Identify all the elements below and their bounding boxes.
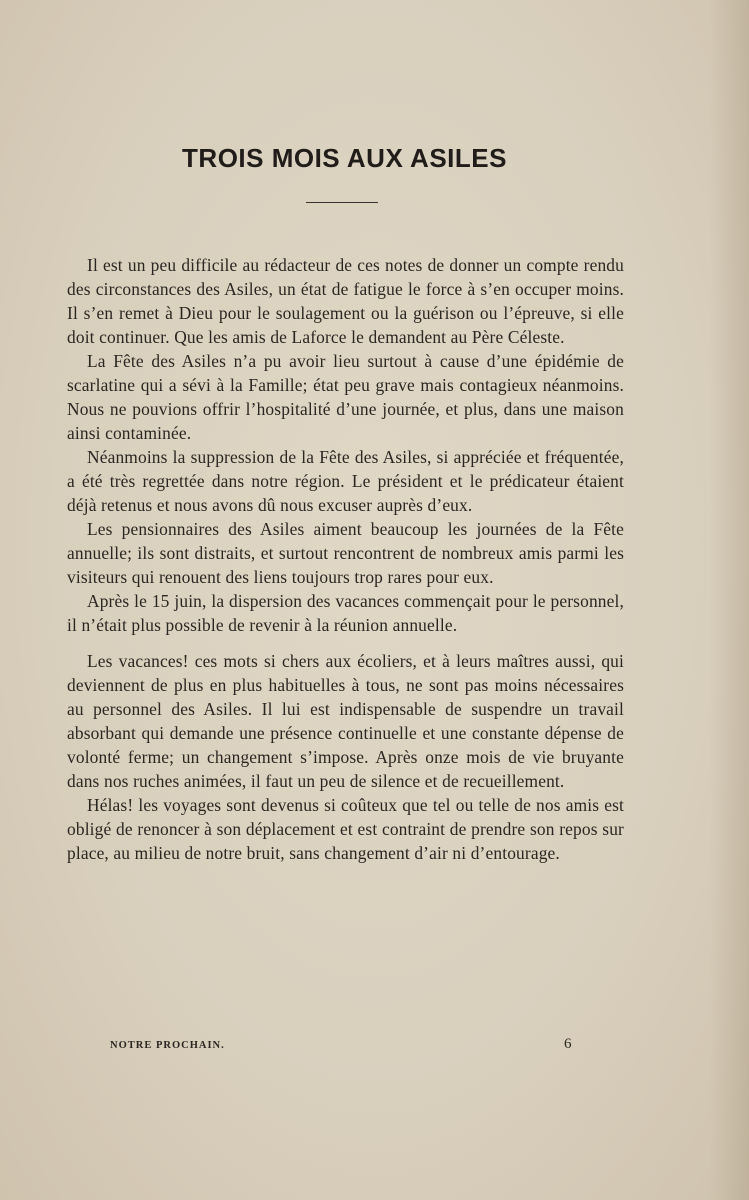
- paragraph-7: Hélas! les voyages sont devenus si coûteux que tel ou telle de nos amis est obligé de renoncer à son déplacement et est contraint de prendre son repos sur place, au milieu de notre bruit, sans changement d’air ni d’entourage.: [67, 795, 624, 863]
- footer-publication: NOTRE PROCHAIN.: [110, 1040, 225, 1051]
- paragraph-6: Les vacances! ces mots si chers aux écoliers, et à leurs maîtres aussi, qui deviennent de plus en plus habituelles à tous, ne sont pas moins nécessaires au personnel des Asiles. Il lui est indispensable de suspendre un travail absorbant qui demande une présence continuelle et une constante dépense de volonté ferme; un changement s’impose. Après onze mois de vie bruyante dans nos ruches animées, il faut un peu de silence et de recueillement.: [67, 651, 624, 791]
- paragraph-3: Néanmoins la suppression de la Fête des Asiles, si appréciée et fréquentée, a été très regrettée dans notre région. Le président et le prédicateur étaient déjà retenus et nous avons dû nous excuser auprès d’eux.: [67, 447, 624, 515]
- paragraph-2: La Fête des Asiles n’a pu avoir lieu surtout à cause d’une épidémie de scarlatine qui a sévi à la Famille; état peu grave mais contagieux néanmoins. Nous ne pouvions offrir l’hospitalité d’une journée, et plus, dans une maison ainsi contaminée.: [67, 351, 624, 443]
- page-title: TROIS MOIS AUX ASILES: [182, 143, 507, 173]
- title-divider: [306, 202, 378, 203]
- paragraph-1: Il est un peu difficile au rédacteur de ces notes de donner un compte rendu des circonstances des Asiles, un état de fatigue le force à s’en occuper moins. Il s’en remet à Dieu pour le soulagement ou la guérison ou l’épreuve, si elle doit continuer. Que les amis de Laforce le demandent au Père Céleste.: [67, 255, 624, 347]
- body-text: [67, 253, 624, 865]
- paragraph-5: Après le 15 juin, la dispersion des vacances commençait pour le personnel, il n’était plus possible de revenir à la réunion annuelle.: [67, 591, 624, 635]
- paragraph-4: Les pensionnaires des Asiles aiment beaucoup les journées de la Fête annuelle; ils sont distraits, et surtout rencontrent de nombreux amis parmi les visiteurs qui renouent des liens toujours trop rares pour eux.: [67, 519, 624, 587]
- page-number: 6: [564, 1036, 572, 1052]
